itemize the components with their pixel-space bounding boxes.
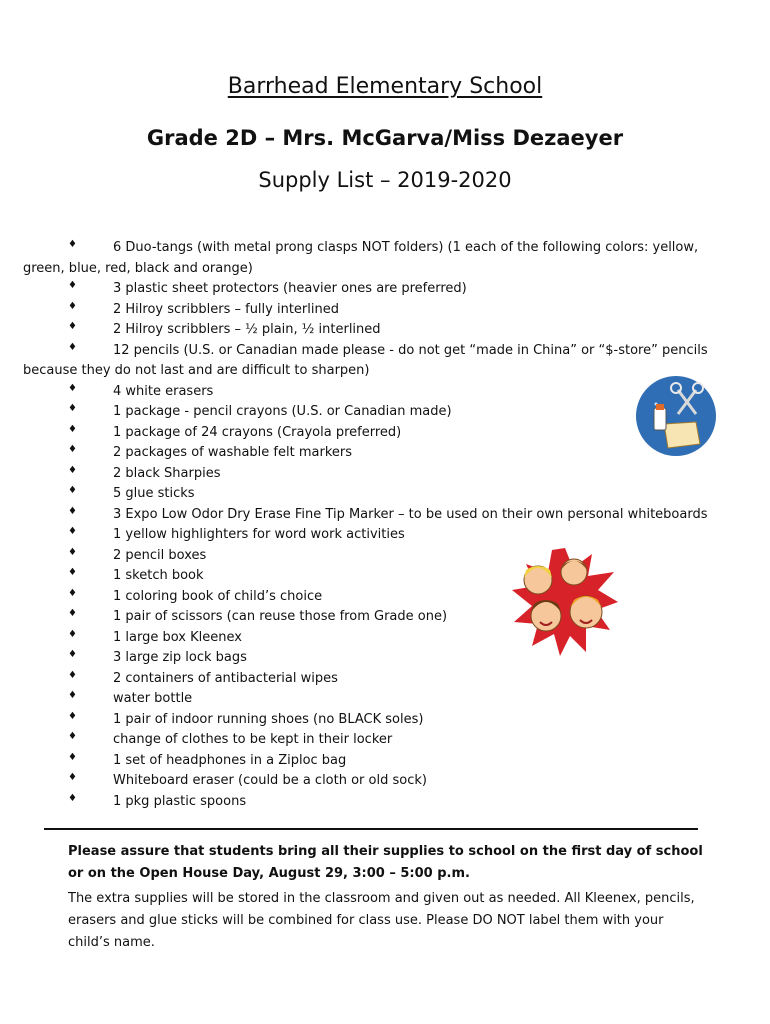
supply-list-item bbox=[68, 710, 708, 731]
supply-list-item bbox=[68, 525, 708, 546]
diamond-bullet-icon: ♦ bbox=[68, 567, 77, 578]
diamond-bullet-icon: ♦ bbox=[68, 300, 77, 312]
supply-list-item bbox=[68, 792, 708, 813]
supply-list-item bbox=[68, 771, 708, 792]
diamond-bullet-icon: ♦ bbox=[68, 772, 77, 783]
diamond-bullet-icon: ♦ bbox=[68, 382, 77, 394]
diamond-bullet-icon: ♦ bbox=[68, 464, 77, 476]
diamond-bullet-icon: ♦ bbox=[68, 649, 77, 660]
supply-item-text: 5 glue sticks bbox=[113, 486, 195, 501]
supply-item-text: 2 black Sharpies bbox=[113, 465, 221, 481]
supply-item-text: 3 plastic sheet protectors (heavier ones are preferred) bbox=[113, 281, 467, 296]
supply-item-text: 3 large zip lock bags bbox=[113, 650, 247, 665]
supply-item-continuation: green, blue, red, black and orange) bbox=[23, 260, 253, 276]
diamond-bullet-icon: ♦ bbox=[68, 608, 77, 619]
diamond-bullet-icon: ♦ bbox=[68, 526, 77, 537]
supply-list-item bbox=[68, 730, 708, 751]
supply-item-text: 1 package - pencil crayons (U.S. or Canadian made) bbox=[113, 404, 452, 419]
supply-item-text: 2 Hilroy scribblers – fully interlined bbox=[113, 301, 339, 317]
supply-list-item bbox=[68, 320, 708, 341]
school-supplies-clipart bbox=[634, 374, 718, 458]
diamond-bullet-icon: ♦ bbox=[68, 546, 77, 558]
supply-item-continuation: because they do not last and are difficult to sharpen) bbox=[23, 363, 370, 378]
supply-list bbox=[23, 238, 708, 812]
supply-list-item bbox=[68, 689, 708, 710]
supply-list-item bbox=[68, 751, 708, 772]
supply-list-item bbox=[68, 484, 708, 505]
supply-list-item bbox=[68, 423, 708, 444]
supply-list-item bbox=[68, 402, 708, 423]
supply-list-item bbox=[68, 669, 708, 690]
supply-item-text: 1 set of headphones in a Ziploc bag bbox=[113, 752, 347, 768]
diamond-bullet-icon: ♦ bbox=[68, 485, 77, 496]
supply-item-text: 1 package of 24 crayons (Crayola preferred) bbox=[113, 424, 402, 440]
first-day-notice: Please assure that students bring all their supplies to school on the first day of school or on the Open House Day, August 29, 3:00 – 5:00 p.m. bbox=[68, 844, 703, 881]
diamond-bullet-icon: ♦ bbox=[68, 690, 77, 701]
supply-item-text: 2 pencil boxes bbox=[113, 547, 207, 563]
supply-item-text: Whiteboard eraser (could be a cloth or old sock) bbox=[113, 773, 427, 788]
supply-list-item bbox=[68, 382, 708, 403]
section-divider bbox=[44, 828, 698, 830]
supply-item-text: 4 white erasers bbox=[113, 383, 214, 399]
extra-supplies-note: The extra supplies will be stored in the classroom and given out as needed. All Kleenex, pencils, erasers and glue sticks will be combined for class use. Please DO NOT label them with your child’s name. bbox=[68, 891, 695, 950]
supply-item-text: 2 containers of antibacterial wipes bbox=[113, 670, 338, 686]
diamond-bullet-icon: ♦ bbox=[68, 505, 77, 517]
supply-item-text: 1 pair of indoor running shoes (no BLACK soles) bbox=[113, 711, 424, 727]
grade-heading: Grade 2D – Mrs. McGarva/Miss Dezaeyer bbox=[146, 126, 624, 150]
supply-list-item bbox=[68, 464, 708, 485]
supply-item-text: 6 Duo-tangs (with metal prong clasps NOT folders) (1 each of the following colors: yellow, bbox=[113, 240, 699, 255]
supply-item-text: 3 Expo Low Odor Dry Erase Fine Tip Marker – to be used on their own personal whiteboards bbox=[113, 506, 708, 522]
supply-list-heading: Supply List – 2019-2020 bbox=[258, 168, 512, 192]
diamond-bullet-icon: ♦ bbox=[68, 239, 77, 250]
supply-list-item bbox=[68, 279, 708, 300]
supply-item-text: change of clothes to be kept in their locker bbox=[113, 732, 393, 747]
diamond-bullet-icon: ♦ bbox=[68, 731, 77, 742]
supply-list-item bbox=[23, 341, 708, 382]
diamond-bullet-icon: ♦ bbox=[68, 280, 77, 291]
supply-item-text: 1 pkg plastic spoons bbox=[113, 793, 247, 809]
supply-item-text: 1 large box Kleenex bbox=[113, 629, 242, 645]
supply-item-text: 2 Hilroy scribblers – ½ plain, ½ interlined bbox=[113, 322, 381, 337]
supply-item-text: 1 coloring book of child’s choice bbox=[113, 588, 323, 604]
diamond-bullet-icon: ♦ bbox=[68, 403, 77, 414]
supply-item-text: 12 pencils (U.S. or Canadian made please - do not get “made in China” or “$-store” pencils bbox=[113, 342, 708, 358]
diamond-bullet-icon: ♦ bbox=[68, 321, 77, 332]
supply-item-text: 1 yellow highlighters for word work activities bbox=[113, 527, 405, 542]
supply-list-item bbox=[68, 300, 708, 321]
supply-list-item bbox=[68, 443, 708, 464]
supply-list-item bbox=[68, 505, 708, 526]
school-name: Barrhead Elementary School bbox=[227, 74, 543, 99]
diamond-bullet-icon: ♦ bbox=[68, 669, 77, 681]
supply-list-item bbox=[23, 238, 708, 279]
diamond-bullet-icon: ♦ bbox=[68, 587, 77, 599]
diamond-bullet-icon: ♦ bbox=[68, 628, 77, 640]
diamond-bullet-icon: ♦ bbox=[68, 751, 77, 763]
diamond-bullet-icon: ♦ bbox=[68, 341, 77, 353]
supply-item-text: 1 sketch book bbox=[113, 568, 204, 583]
children-clipart bbox=[510, 546, 620, 658]
supply-item-text: 1 pair of scissors (can reuse those from Grade one) bbox=[113, 609, 448, 624]
diamond-bullet-icon: ♦ bbox=[68, 423, 77, 435]
diamond-bullet-icon: ♦ bbox=[68, 710, 77, 722]
diamond-bullet-icon: ♦ bbox=[68, 444, 77, 455]
diamond-bullet-icon: ♦ bbox=[68, 792, 77, 804]
supply-item-text: 2 packages of washable felt markers bbox=[113, 445, 352, 460]
supply-item-text: water bottle bbox=[113, 691, 193, 706]
